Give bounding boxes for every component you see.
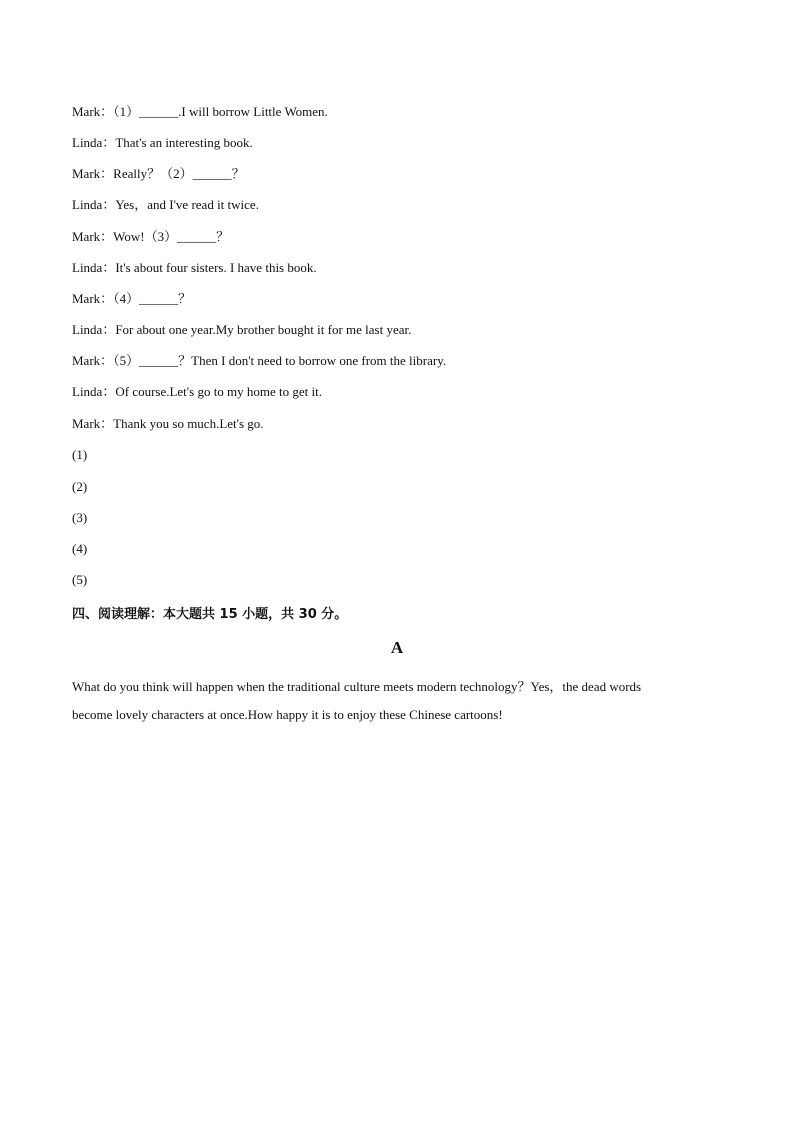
- speaker: Linda：: [72, 260, 116, 275]
- speaker: Linda：: [72, 384, 116, 399]
- speaker: Mark：: [72, 229, 114, 244]
- section-title: 四、阅读理解：本大题共 15 小题，共 30 分。: [72, 607, 348, 622]
- utterance: （1）______.I will borrow Little Women.: [113, 104, 328, 119]
- dialogue-line: [72, 322, 411, 338]
- passage-line: What do you think will happen when the traditional culture meets modern technology？Yes，the dead words: [72, 679, 642, 694]
- dialogue-line: [72, 416, 264, 432]
- passage-heading: A: [390, 638, 404, 657]
- utterance: Thank you so much.Let's go.: [113, 416, 264, 431]
- utterance: （4）______？: [113, 291, 192, 306]
- dialogue-line: [72, 353, 446, 369]
- utterance: （5）______？Then I don't need to borrow one from the library.: [113, 353, 447, 368]
- speaker: Mark：: [72, 416, 114, 431]
- speaker: Mark：: [72, 353, 114, 368]
- utterance: That's an interesting book.: [115, 135, 253, 150]
- dialogue-line: [72, 104, 328, 120]
- dialogue-line: [72, 197, 259, 213]
- passage-line: become lovely characters at once.How happy it is to enjoy these Chinese cartoons!: [72, 707, 503, 722]
- answer-number: (2): [72, 479, 88, 494]
- dialogue-line: [72, 135, 253, 151]
- dialogue-line: [72, 229, 229, 245]
- speaker: Mark：: [72, 104, 114, 119]
- dialogue-line: [72, 260, 317, 276]
- answer-number: (1): [72, 447, 88, 462]
- speaker: Mark：: [72, 166, 114, 181]
- dialogue-line: [72, 384, 322, 400]
- answer-number: (5): [72, 572, 88, 587]
- dialogue-line: [72, 291, 191, 307]
- utterance: Of course.Let's go to my home to get it.: [115, 384, 323, 399]
- utterance: For about one year.My brother bought it for me last year.: [115, 322, 412, 337]
- answer-number: (3): [72, 510, 88, 525]
- speaker: Linda：: [72, 197, 116, 212]
- speaker: Mark：: [72, 291, 114, 306]
- speaker: Linda：: [72, 135, 116, 150]
- dialogue-line: [72, 166, 245, 182]
- speaker: Linda：: [72, 322, 116, 337]
- utterance: Really？（2）______？: [113, 166, 245, 181]
- answer-number: (4): [72, 541, 88, 556]
- utterance: It's about four sisters. I have this book.: [115, 260, 317, 275]
- utterance: Yes，and I've read it twice.: [115, 197, 259, 212]
- utterance: Wow!（3）______？: [113, 229, 230, 244]
